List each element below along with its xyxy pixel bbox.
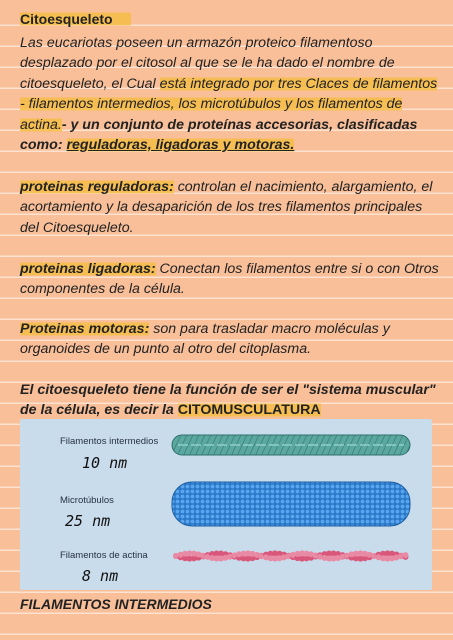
motoras-term: Proteinas motoras: xyxy=(20,321,150,337)
motoras-paragraph xyxy=(20,319,440,360)
protein-classes: reguladoras, ligadoras y motoras. xyxy=(66,137,295,154)
reguladoras-text: controlan el nacimiento, alargamiento, el acortamiento y la desaparición de los tres filamentos principales del Citoesqueleto. xyxy=(20,179,433,236)
ligadoras-text: Conectan los filamentos entre si o con Otros componentes de la célula. xyxy=(20,261,439,298)
filament-label-intermedios: Filamentos intermedios xyxy=(60,436,159,447)
intro-highlight: está integrado por tres Claces de filamentos - filamentos intermedios, los microtúbulos y los filamentos de actina. xyxy=(20,75,438,133)
citomusculatura-highlight: CITOMUSCULATURA xyxy=(177,402,321,419)
filament-size-microtubulos: 25 nm xyxy=(65,512,111,530)
actin-bead xyxy=(403,552,409,558)
filament-size-intermedios: 10 nm xyxy=(82,454,128,472)
page-title: Citoesqueleto xyxy=(20,11,131,27)
intro-paragraph xyxy=(20,33,440,155)
ligadoras-paragraph xyxy=(20,259,440,300)
actin-filament-shape xyxy=(173,550,409,561)
ligadoras-term: proteinas ligadoras: xyxy=(20,261,156,277)
motoras-text: son para trasladar macro moléculas y organoides de un punto al otro del citoplasma. xyxy=(20,321,390,358)
reguladoras-term: proteinas reguladoras: xyxy=(20,179,174,195)
funcion-text: El citoesqueleto tiene la función de ser el "sistema muscular" de la célula, es decir la xyxy=(20,382,436,419)
reguladoras-paragraph xyxy=(20,177,440,238)
section-heading: FILAMENTOS INTERMEDIOS xyxy=(20,596,212,612)
funcion-paragraph xyxy=(20,380,440,421)
filament-label-microtubulos: Microtúbulos xyxy=(60,495,114,506)
filament-size-actina: 8 nm xyxy=(82,567,119,585)
intro-text-c: - y un conjunto de proteínas accesorias, clasificadas como: xyxy=(20,116,418,154)
filaments-figure xyxy=(20,419,432,590)
filament-label-actina: Filamentos de actina xyxy=(60,550,148,561)
intermediate-filament-shape xyxy=(172,435,410,455)
microtubule-shape xyxy=(172,482,410,526)
intro-text-a: Las eucariotas poseen un armazón proteico filamentoso desplazado por el citosol al que se le ha dado el nombre de citoesqueleto, el Cual xyxy=(20,35,395,92)
